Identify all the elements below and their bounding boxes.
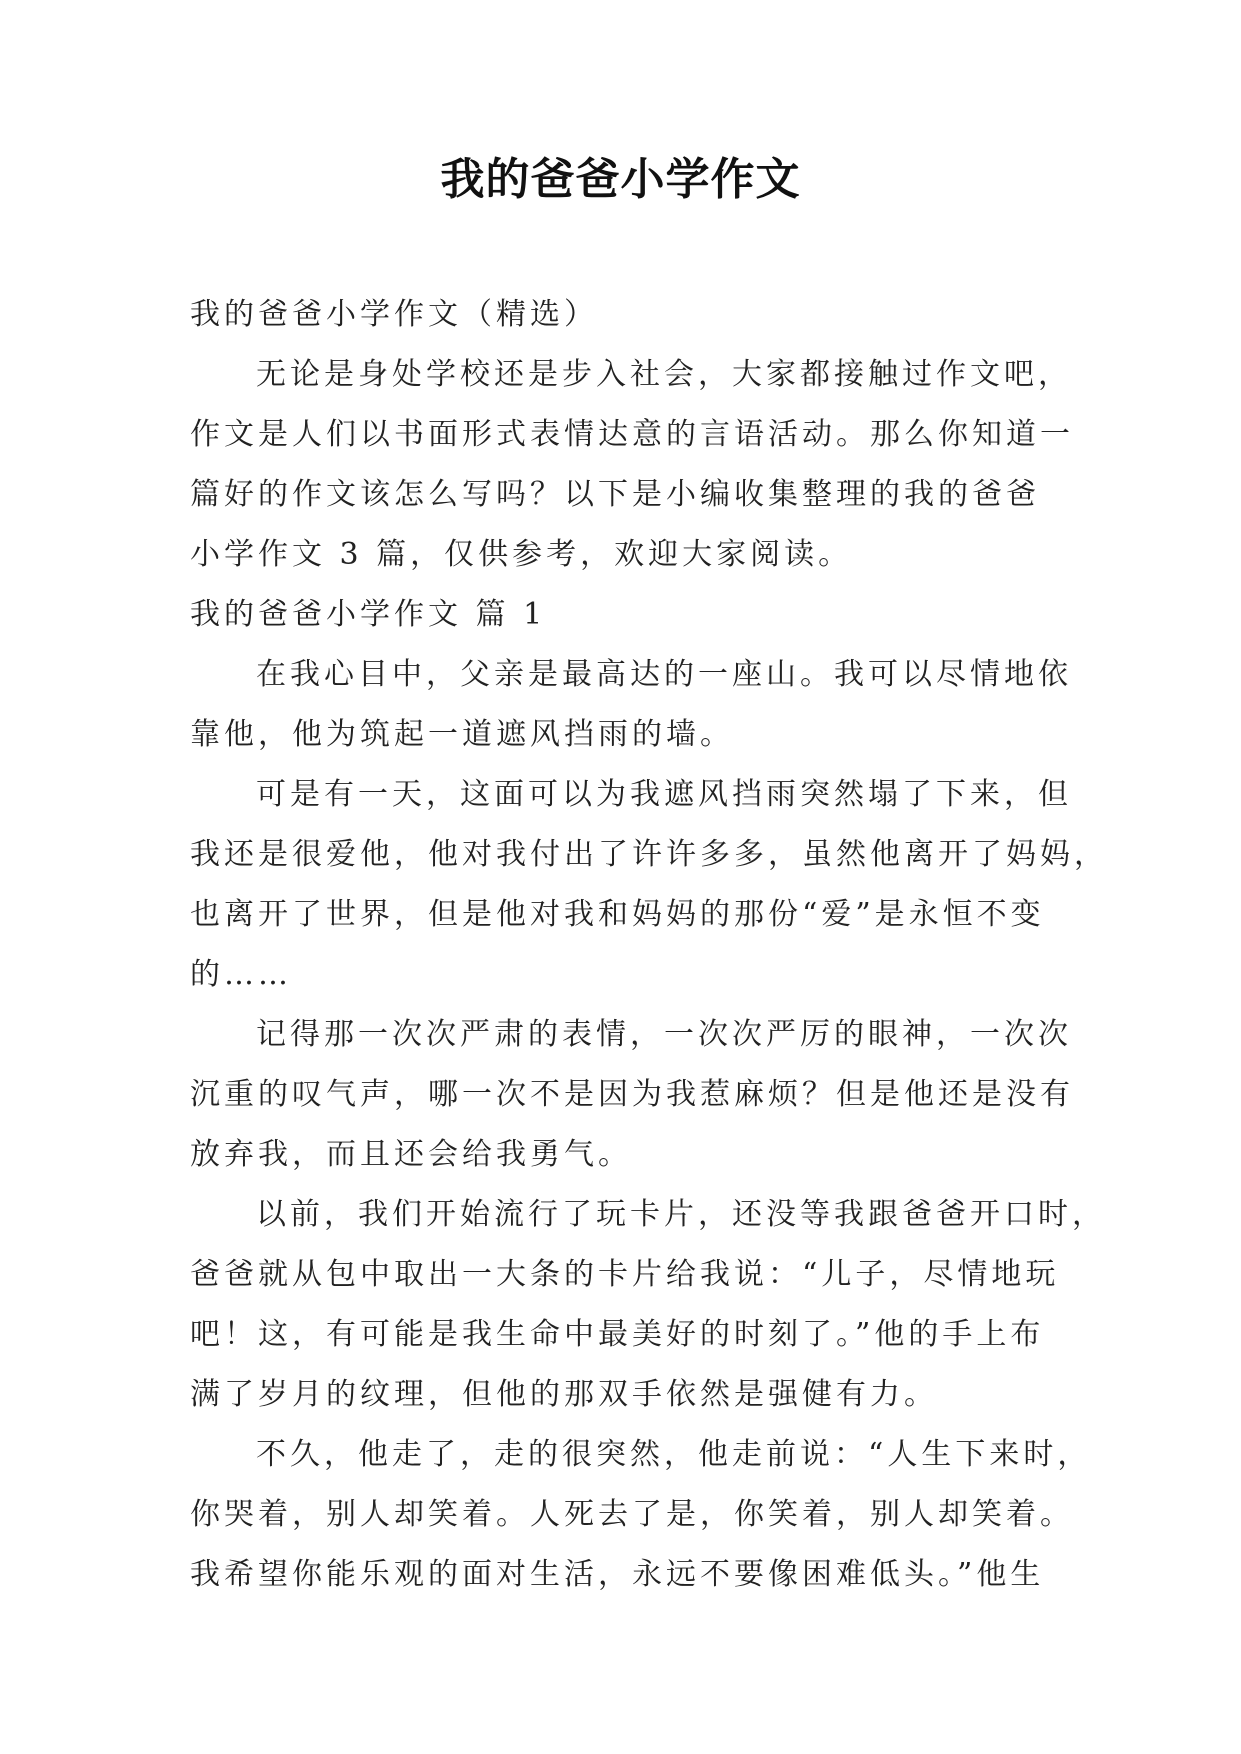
document-body bbox=[190, 285, 1108, 1605]
body-line: 以前，我们开始流行了玩卡片，还没等我跟爸爸开口时， bbox=[256, 1197, 1106, 1232]
body-line: 不久，他走了，走的很突然，他走前说：“人生下来时， bbox=[256, 1437, 1092, 1472]
body-line: 我的爸爸小学作文 篇 1 bbox=[190, 597, 547, 632]
body-line: 可是有一天，这面可以为我遮风挡雨突然塌了下来，但 bbox=[256, 777, 1072, 812]
body-line: 的…… bbox=[190, 957, 292, 992]
body-line: 我还是很爱他，他对我付出了许许多多，虽然他离开了妈妈， bbox=[190, 837, 1108, 872]
body-line: 作文是人们以书面形式表情达意的言语活动。那么你知道一 bbox=[190, 417, 1074, 452]
body-line: 也离开了世界，但是他对我和妈妈的那份“爱”是永恒不变 bbox=[190, 897, 1045, 932]
body-line: 我希望你能乐观的面对生活，永远不要像困难低头。”他生 bbox=[190, 1557, 1045, 1592]
body-line: 沉重的叹气声，哪一次不是因为我惹麻烦？但是他还是没有 bbox=[190, 1077, 1074, 1112]
body-line: 篇好的作文该怎么写吗？以下是小编收集整理的我的爸爸 bbox=[190, 477, 1040, 512]
body-line: 我的爸爸小学作文（精选） bbox=[190, 297, 598, 332]
body-line: 无论是身处学校还是步入社会，大家都接触过作文吧， bbox=[256, 357, 1072, 392]
body-line: 放弃我，而且还会给我勇气。 bbox=[190, 1137, 632, 1172]
body-line: 小学作文 3 篇，仅供参考，欢迎大家阅读。 bbox=[190, 537, 853, 572]
document-title: 我的爸爸小学作文 bbox=[440, 154, 801, 205]
body-line: 爸爸就从包中取出一大条的卡片给我说：“儿子，尽情地玩 bbox=[190, 1257, 1060, 1292]
body-line: 记得那一次次严肃的表情，一次次严厉的眼神，一次次 bbox=[256, 1017, 1072, 1052]
body-line: 在我心目中，父亲是最高达的一座山。我可以尽情地依 bbox=[256, 657, 1072, 692]
body-line: 吧！这，有可能是我生命中最美好的时刻了。”他的手上布 bbox=[190, 1317, 1045, 1352]
body-line: 你哭着，别人却笑着。人死去了是，你笑着，别人却笑着。 bbox=[190, 1497, 1074, 1532]
body-line: 满了岁月的纹理，但他的那双手依然是强健有力。 bbox=[190, 1377, 938, 1412]
body-line: 靠他，他为筑起一道遮风挡雨的墙。 bbox=[190, 717, 734, 752]
